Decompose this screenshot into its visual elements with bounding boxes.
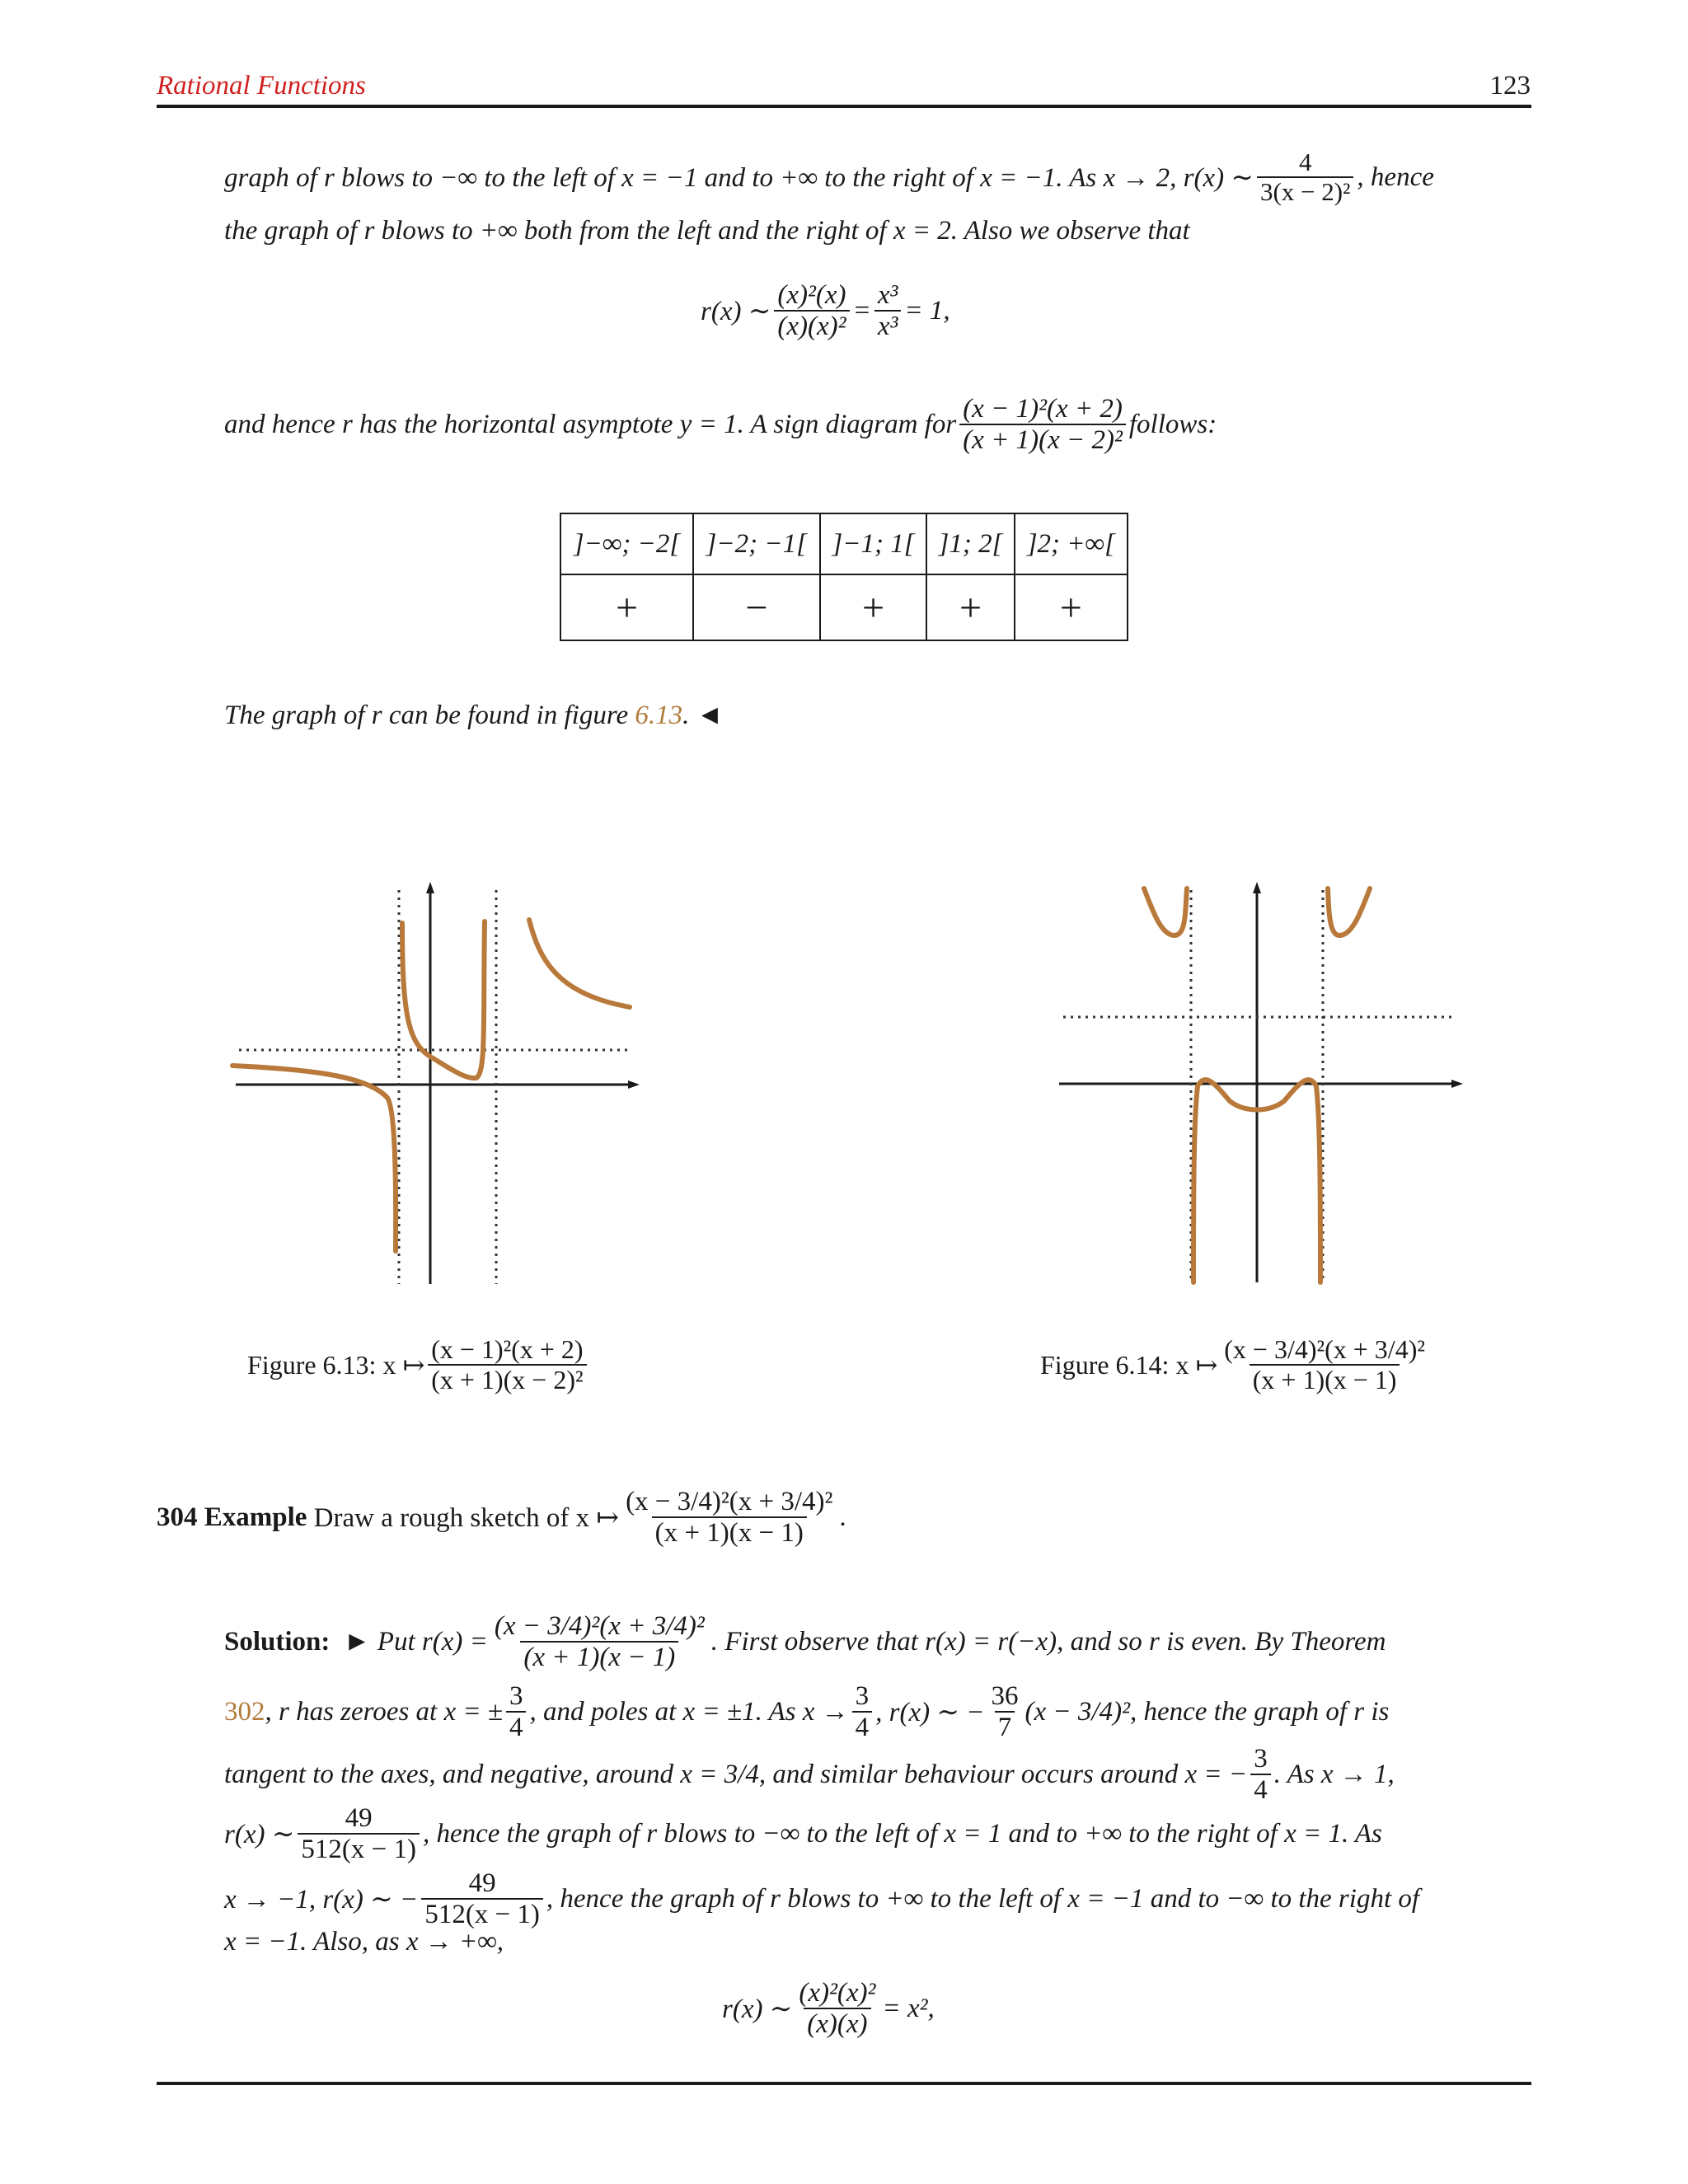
- solution-marker: ►: [343, 1626, 371, 1657]
- figure-reference-line: The graph of r can be found in figure 6.13. ◄: [224, 701, 724, 730]
- theorem-302-link[interactable]: 302: [224, 1696, 265, 1727]
- para1-line1: graph of r blows to −∞ to the left of x = −1 and to +∞ to the right of x = −1. As x → 2, r(x) ∼ $\frac{4}{\text{3(x − 2)²}}$ , hence: [224, 148, 1434, 207]
- page-number: 123: [1489, 71, 1531, 101]
- equation-asymptote: r(x) ∼ $\frac{\text{(x)²(x)}}{\text{(x)(x)²}}$ = $\frac{\text{x³}}{\text{x³}}$ = 1,: [701, 280, 950, 342]
- equation-end-behaviour: r(x) ∼ $\frac{\text{(x)²(x)²}}{(x)(x)}$ = x²,: [722, 1978, 935, 2040]
- sign-cell: −: [693, 574, 820, 640]
- figure-6-13-caption: Figure 6.13: x ↦ $\frac{\text{(x − 1)²(x + 2)}}{\text{(x + 1)(x − 2)²}}$: [247, 1335, 590, 1394]
- footer-rule: [157, 2082, 1531, 2085]
- y-axis-arrow: [426, 882, 434, 893]
- x-axis-arrow: [628, 1080, 640, 1089]
- curve-branch-middle: [402, 921, 485, 1078]
- sign-cell: +: [560, 574, 693, 640]
- y-axis-arrow: [1253, 882, 1261, 893]
- sign-cell: +: [1015, 574, 1128, 640]
- interval-cell: ]−2; −1[: [693, 513, 820, 574]
- example-304-heading: 304 Example Draw a rough sketch of x ↦ $\frac{\text{(x − 3/4)²(x + 3/4)²}}{(x + 1)(x - 1)}$ .: [157, 1487, 846, 1549]
- sign-table-signs-row: [560, 574, 1128, 640]
- sign-table-intervals-row: [560, 513, 1128, 574]
- para1-fraction: $\frac{4}{\text{3(x − 2)²}}$: [1257, 148, 1353, 206]
- figure-6-14-graph: [1047, 874, 1475, 1294]
- x-axis-arrow: [1451, 1080, 1463, 1088]
- sign-diagram-table: [560, 513, 1128, 641]
- interval-cell: ]1; 2[: [926, 513, 1014, 574]
- curve-branch-left: [232, 1066, 396, 1251]
- interval-cell: ]−1; 1[: [820, 513, 927, 574]
- solution-line1: Solution: ► Put r(x) = $\frac{\text{(x − 3/4)²(x + 3/4)²}}{(x + 1)(x - 1)}$ . First observe that r(x) = r(−x), and so r is even. By Theorem: [224, 1611, 1386, 1673]
- curve-branch-left: [1144, 888, 1187, 935]
- curve-branch-right: [1328, 888, 1370, 935]
- para2-line: and hence r has the horizontal asymptote y = 1. A sign diagram for $\frac{\text{(x − 1)²(x + 2)}}{\text{(x + 1)(x − 2)²}}$ follows:: [224, 394, 1217, 456]
- para1-line2: the graph of r blows to +∞ both from the left and the right of x = 2. Also we observe that: [224, 216, 1190, 246]
- figure-6-14-caption: Figure 6.14: x ↦ $\frac{\text{(x − 3/4)²(x + 3/4)²}}{(x + 1)(x - 1)}$: [1040, 1334, 1425, 1395]
- solution-label: Solution:: [224, 1626, 331, 1657]
- sign-cell: +: [820, 574, 927, 640]
- curve-branch-right: [529, 920, 630, 1007]
- figure-6-13-link[interactable]: 6.13: [635, 701, 683, 730]
- solution-line3: tangent to the axes, and negative, around x = 3/4, and similar behaviour occurs around x = − $\frac{3}{4}$ . As x → 1,: [224, 1744, 1395, 1806]
- solution-line6: x = −1. Also, as x → +∞,: [224, 1927, 504, 1957]
- solution-line4: r(x) ∼ $\frac{49}{512(x - 1)}$ , hence the graph of r blows to −∞ to the left of x = 1 and to +∞ to the right of x = 1. As: [224, 1803, 1382, 1865]
- solution-line2: 302 , r has zeroes at x = ± $\frac{3}{4}$ , and poles at x = ±1. As x → $\frac{3}{4}$ , r(x) ∼ − $\frac{36}{7}$ (x − 3/4)², hence the graph of r is: [224, 1681, 1390, 1743]
- interval-cell: ]2; +∞[: [1015, 513, 1128, 574]
- header-rule: [157, 105, 1531, 108]
- sign-cell: +: [926, 574, 1014, 640]
- solution-line5: x → −1, r(x) ∼ − $\frac{49}{512(x - 1)}$ , hence the graph of r blows to +∞ to the left of x = −1 and to −∞ to the right of: [224, 1868, 1420, 1930]
- interval-cell: ]−∞; −2[: [560, 513, 693, 574]
- running-header-title: Rational Functions: [157, 71, 366, 101]
- figure-6-13-graph: [223, 874, 651, 1294]
